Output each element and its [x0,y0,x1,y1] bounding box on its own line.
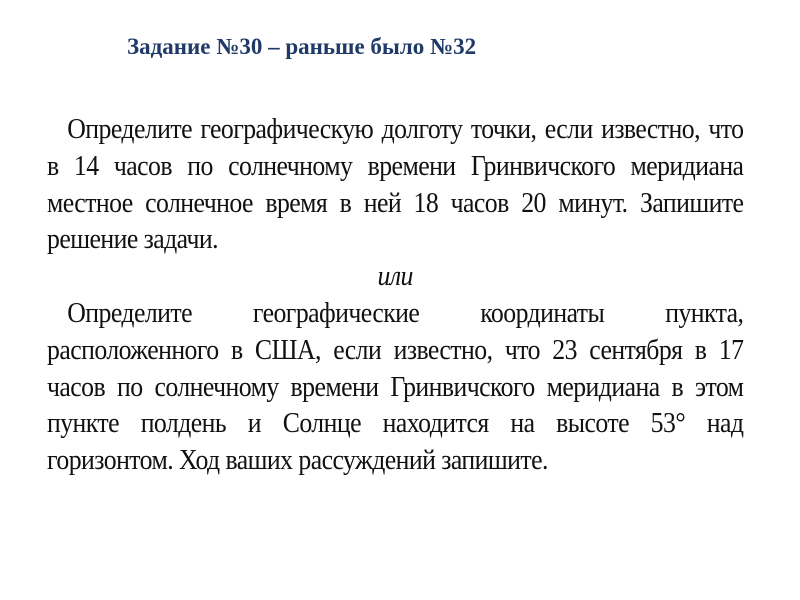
separator-or: или [377,261,413,293]
task-2-text: Определите географические координаты пункта, расположенного в США, если известно, что 23 сентября в 17 часов по солнечному времени Гринвичского меридиана в этом пункте полдень и Солнце находится на высоте 53° над горизонтом. Ход ваших рассуждений запишите. [47,297,744,477]
task-1-text: Определите географическую долготу точки, если известно, что в 14 часов по солнечному времени Гринвичского меридиана местное солнечное время в ней 18 часов 20 минут. Запишите решение задачи. [47,114,744,256]
task-body [47,112,744,480]
slide-title: Задание №30 – раньше было №32 [127,34,477,59]
